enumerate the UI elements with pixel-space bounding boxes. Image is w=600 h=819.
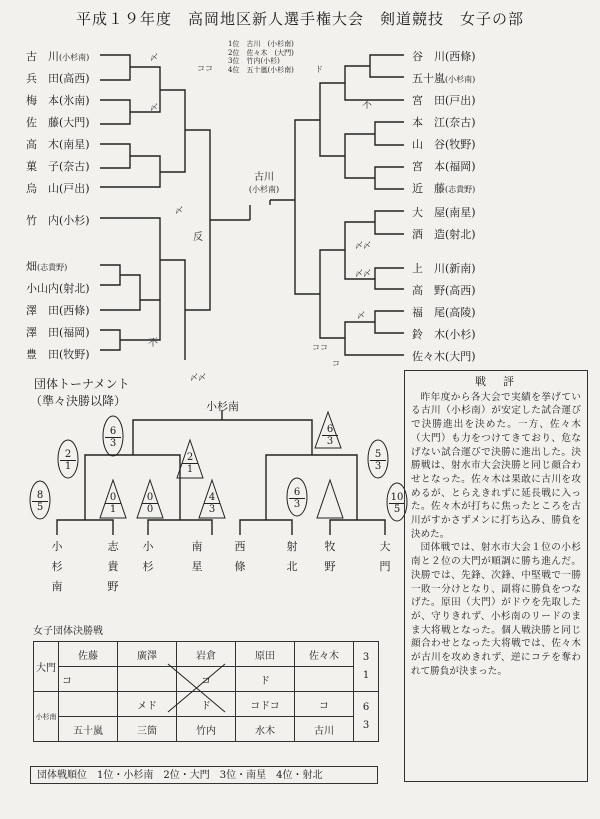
mark-koko: ココ: [197, 64, 213, 73]
team-score-num: 4: [204, 492, 220, 504]
team-score-num: 3: [293, 499, 301, 510]
player-school: (西條): [59, 304, 90, 317]
team-score-num: 3: [374, 461, 382, 472]
player-name: 佐 藤: [26, 116, 59, 129]
winner-name: 古川: [254, 172, 274, 183]
player-school: (大門): [59, 116, 90, 129]
final-cell: コ: [177, 667, 236, 692]
team-school-char: 大: [379, 540, 391, 553]
final-cell: ド: [236, 667, 295, 692]
review-paragraph: 団体戦では、射水市大会１位の小杉南と２位の大門が順調に勝ち進んだ。決勝では、先鋒、次鋒、中堅戦で一勝一敗一分けとなり、副将に勝負をつなげた。原田（大門）がドウを先取したが、守りきれず、小杉南のリードのまま大将戦となった。個人戦決勝と同じ顔合わせとなった大将戦では、佐々木が古川を攻めきれず、逆にコテを奪われて勝負が決まった。: [411, 542, 581, 677]
player-school: (小杉南): [445, 75, 476, 84]
player-name: 福 尾: [412, 306, 445, 319]
player-school: (福岡): [59, 326, 90, 339]
team-school-char: 南: [191, 540, 203, 553]
player-school: (南星): [445, 206, 476, 219]
final-cell: ド: [177, 692, 236, 717]
player-name: 菓 子: [26, 160, 59, 173]
player-name: 佐々木: [412, 350, 445, 363]
player-name: 澤 田: [26, 304, 59, 317]
player-school: (奈古): [445, 116, 476, 129]
player-name: 宮 田: [412, 94, 445, 107]
player-school: (新南): [445, 262, 476, 275]
player-name: 兵 田: [26, 72, 59, 85]
player-name: 古 川: [26, 50, 59, 63]
team-score-num: 3: [109, 438, 117, 449]
results-note-line: 2位 佐々木 (大門): [228, 48, 294, 57]
team-score-num: 1: [109, 504, 117, 515]
final-cell: 竹内: [177, 717, 236, 742]
player-name: 澤 田: [26, 326, 59, 339]
team-winner: 小杉南: [206, 400, 239, 413]
player-school: (戸出): [445, 94, 476, 107]
team-school-char: 野: [324, 560, 336, 573]
final-cell: コ: [295, 692, 354, 717]
final-cell: 廣澤: [118, 642, 177, 667]
mark-fu: 不: [362, 100, 372, 111]
player-school: (牧野): [59, 348, 90, 361]
player-name: 烏 山: [26, 182, 59, 195]
team-score-num: 2: [182, 452, 198, 464]
team-school-char: 志: [107, 540, 119, 553]
final-score-num: 3: [362, 719, 370, 731]
player-school: (志貴野): [445, 185, 476, 194]
player-school: (射北): [445, 228, 476, 241]
review-box: [404, 370, 588, 782]
mark-mm: 〆〆: [190, 373, 206, 382]
player-school: (高陵): [445, 306, 476, 319]
team-score-num: 1: [64, 461, 72, 472]
final-cell: メド: [118, 692, 177, 717]
final-cell: 岩倉: [177, 642, 236, 667]
player-school: (志貴野): [37, 263, 68, 272]
player-name: 小山内: [26, 282, 59, 295]
mark-koko: ココ: [312, 343, 328, 352]
team-school-char: 門: [379, 560, 391, 573]
team-school-char: 杉: [142, 560, 154, 573]
team-school-char: 小: [51, 540, 63, 553]
player-name: 鈴 木: [412, 328, 445, 341]
player-name: 近 藤: [412, 182, 445, 195]
final-cell: 古川: [295, 717, 354, 742]
team-score-num: 5: [370, 449, 386, 461]
mark-mm: 〆〆: [355, 241, 371, 250]
mark-fu: 不: [148, 338, 158, 349]
team-score-num: 10: [390, 492, 404, 503]
player-school: (高西): [59, 72, 90, 85]
player-name: 谷 川: [412, 50, 445, 63]
team-school-char: 貴: [107, 560, 119, 573]
final-team1-label: 大門: [34, 642, 59, 692]
player-school: (小杉): [445, 328, 476, 341]
final-team2-label: 小杉南: [34, 692, 59, 742]
mark-m: 〆: [150, 103, 158, 112]
player-school: (高西): [445, 284, 476, 297]
team-school-char: 杉: [51, 560, 63, 573]
team-score-num: 6: [105, 426, 121, 438]
team-score-num: 2: [60, 449, 76, 461]
player-name: 梅 本: [26, 94, 59, 107]
player-name: 宮 本: [412, 160, 445, 173]
team-subheading: （準々決勝以降）: [30, 394, 127, 408]
player-name: 高 木: [26, 138, 59, 151]
final-score-num: 6: [362, 701, 370, 713]
team-heading: 団体トーナメント: [34, 377, 130, 391]
ranking-bar: 団体戦順位 1位・小杉南 2位・大門 3位・南星 4位・射北: [30, 766, 378, 784]
winner-school: (小杉南): [248, 185, 280, 194]
player-school: (福岡): [445, 160, 476, 173]
mark-m: 〆: [150, 53, 158, 62]
team-score-num: 1: [186, 464, 194, 475]
player-name: 本 江: [412, 116, 445, 129]
final-cell: 水木: [236, 717, 295, 742]
team-score-num: 6: [322, 424, 338, 436]
page-title: 平成１９年度 高岡地区新人選手権大会 剣道競技 女子の部: [75, 10, 524, 28]
final-heading: 女子団体決勝戦: [33, 626, 103, 637]
review-heading: 戦 評: [475, 375, 517, 388]
final-score-num: 3: [362, 651, 370, 663]
player-school: (氷南): [59, 94, 90, 107]
team-score-num: 0: [105, 492, 121, 504]
player-name: 酒 造: [412, 228, 445, 241]
team-school-char: 射: [286, 540, 298, 553]
team-school-char: 北: [286, 560, 298, 573]
player-school: (戸出): [59, 182, 90, 195]
player-name: 山 谷: [412, 138, 445, 151]
team-score-num: 6: [289, 487, 305, 499]
team-school-char: 南: [51, 580, 63, 593]
team-score-num: 5: [393, 504, 401, 515]
results-note-line: 4位 五十嵐(小杉南): [228, 65, 294, 74]
final-cell: 佐藤: [59, 642, 118, 667]
team-school-char: 小: [142, 540, 154, 553]
mark-m: 〆: [175, 206, 183, 215]
team-score-num: 5: [36, 502, 44, 513]
player-name: 竹 内: [26, 214, 59, 227]
review-paragraph: 昨年度から各大会で実績を挙げている古川（小杉南）が安定した試合運びで決勝進出を決めた。一方、佐々木（大門）も力をつけてきており、危なげない試合運びで決勝に進出した。決勝戦は、射水市大会決勝と同じ顔合わせとなった。佐々木は果敢に古川を攻めるが、とらえきれずに延長戦に入った。佐々木が打ちに焦ったところを古川がすかさずメンに打ち込み、勝負を決めた。: [411, 391, 581, 540]
team-score-num: 3: [208, 504, 216, 515]
player-school: (牧野): [445, 138, 476, 151]
mark-mm: 〆〆: [355, 269, 371, 278]
final-score-num: 1: [362, 669, 370, 681]
team-score-num: 8: [32, 490, 48, 502]
player-name: 高 野: [412, 284, 445, 297]
team-school-char: 野: [107, 580, 119, 593]
mark-hansoku: 反: [193, 232, 203, 243]
final-cell: コ: [59, 667, 118, 692]
mark-do: ド: [315, 65, 323, 74]
mark-ko: コ: [332, 359, 340, 368]
results-note-line: 3位 竹内(小杉): [228, 57, 280, 65]
team-score-num: 0: [142, 492, 158, 504]
team-school-char: 星: [191, 560, 203, 573]
team-school-char: 牧: [324, 540, 336, 553]
player-school: (射北): [59, 282, 90, 295]
final-cell: 原田: [236, 642, 295, 667]
final-cell: コドコ: [236, 692, 295, 717]
player-name: 五十嵐: [412, 72, 445, 85]
player-school: (南星): [59, 138, 90, 151]
player-school: (奈古): [59, 160, 90, 173]
player-school: (小杉): [59, 214, 90, 227]
player-name: 大 屋: [412, 206, 445, 219]
team-school-char: 西: [234, 540, 246, 553]
player-school: (大門): [445, 350, 476, 363]
player-school: (西條): [445, 50, 476, 63]
team-score-num: 0: [146, 504, 154, 515]
player-name: 畑: [26, 260, 37, 273]
mark-m: 〆: [357, 311, 365, 320]
final-cell: 五十嵐: [59, 717, 118, 742]
team-score-num: 3: [326, 436, 334, 447]
final-cell: 佐々木: [295, 642, 354, 667]
results-note-line: 1位 古川 (小杉南): [228, 40, 294, 48]
player-school: (小杉南): [59, 53, 90, 62]
player-name: 豊 田: [26, 348, 59, 361]
final-cell: 三箇: [118, 717, 177, 742]
player-name: 上 川: [412, 262, 445, 275]
team-school-char: 條: [234, 560, 246, 573]
